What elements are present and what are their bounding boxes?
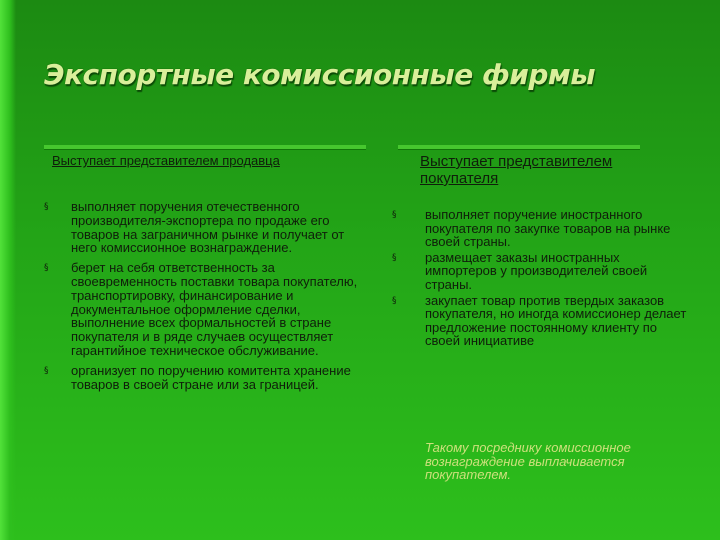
list-item (392, 251, 692, 292)
buyer-heading: Выступает представителем покупателя (420, 153, 613, 187)
right-divider (398, 145, 640, 149)
list-item (392, 294, 692, 348)
buyer-list (392, 208, 692, 350)
list-item-text: выполняет поручения отечественного производителя-экспортера по продаже его товаров на заграничном рынке и получает от него комиссионное вознаграждение. (71, 199, 345, 256)
commission-note: Такому посреднику комиссионное вознаграждение выплачивается покупателем. (425, 440, 631, 482)
list-item (44, 200, 368, 255)
left-divider (44, 145, 366, 149)
list-item (392, 208, 692, 249)
bullet-icon: § (44, 263, 49, 274)
bullet-icon: § (392, 295, 397, 306)
list-item-text: выполняет поручение иностранного покупателя по закупке товаров на рынке своей страны. (425, 207, 671, 250)
list-item-text: закупает товар против твердых заказов покупателя, но иногда комиссионер делает предложение постоянному клиенту по своей инициативе (425, 292, 687, 349)
seller-list (44, 200, 368, 397)
seller-heading: Выступает представителем продавца (52, 153, 280, 168)
list-item (44, 364, 368, 392)
bullet-icon: § (392, 252, 397, 263)
list-item-text: организует по поручению комитента хранение товаров в своей стране или за границей. (71, 362, 351, 392)
list-item-text: размещает заказы иностранных импортеров у производителей своей страны. (425, 249, 648, 292)
list-item (44, 261, 368, 358)
slide-title: Экспортные комиссионные фирмы (44, 58, 596, 91)
bullet-icon: § (392, 210, 397, 220)
bullet-icon: § (44, 365, 49, 376)
bullet-icon: § (44, 202, 49, 212)
decorative-stripe (0, 0, 16, 540)
list-item-text: берет на себя ответственность за своевременность поставки товара покупателю, транспортировку, финансирование и документальное оформление сделки, выполнение всех формальностей в стране покупателя и в ряде случаев осуществляет гарантийное техническое обслуживание. (71, 260, 358, 358)
